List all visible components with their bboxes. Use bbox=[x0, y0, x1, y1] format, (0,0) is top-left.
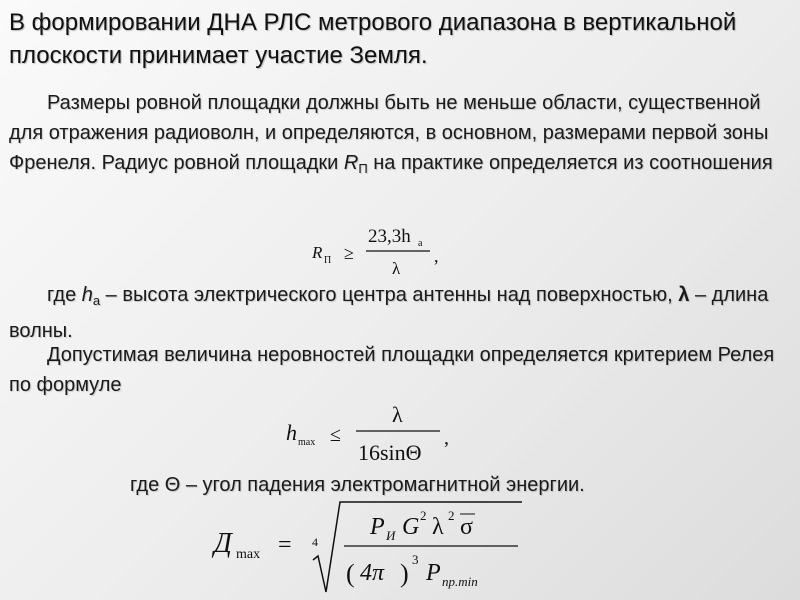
formula-range-den-p: P bbox=[426, 560, 441, 586]
paragraph-theta: где Θ – угол падения электромагнитной энергии. bbox=[130, 474, 585, 496]
formula-range-den-exp: 3 bbox=[412, 552, 419, 567]
formula-rayleigh-lhs: h bbox=[286, 420, 297, 445]
paragraph-antenna bbox=[9, 280, 789, 346]
formula-range-den-inner: 4π bbox=[360, 560, 385, 586]
formula-range-num-sigma: σ bbox=[460, 514, 473, 540]
formula-range-relation: = bbox=[278, 532, 292, 558]
formula-radius-numerator: 23,3h bbox=[368, 226, 411, 247]
formula-range-radical-index: 4 bbox=[312, 535, 318, 549]
paragraph-rayleigh: Допустимая величина неровностей площадки определяется критерием Релея по формуле bbox=[9, 344, 775, 396]
formula-range-den-open: ( bbox=[346, 559, 355, 588]
paragraph-antenna-text: – высота электрического центра антенны над поверхностью, bbox=[100, 284, 679, 306]
formula-range-lhs-sub: max bbox=[236, 547, 261, 562]
formula-rayleigh-relation: ≤ bbox=[330, 424, 341, 446]
formula-range-den-p-sub: пр.min bbox=[442, 574, 478, 589]
h-symbol: h bbox=[81, 284, 93, 306]
formula-range-num-g: G bbox=[402, 514, 420, 540]
formula-radius-tail: , bbox=[434, 246, 439, 266]
formula-range-lhs: Д bbox=[214, 528, 232, 559]
formula-range-num-g-exp: 2 bbox=[420, 508, 427, 523]
r-symbol: R bbox=[343, 152, 359, 174]
lambda-symbol: λ bbox=[678, 284, 690, 306]
r-subscript: П bbox=[358, 161, 368, 176]
formula-radius-denominator: λ bbox=[392, 259, 401, 278]
h-subscript: а bbox=[92, 293, 101, 308]
formula-range-num-p-sub: И bbox=[386, 528, 396, 543]
slide-title: В формировании ДНА РЛС метрового диапазона в вертикальной плоскости принимает участие Земля. bbox=[9, 9, 737, 69]
formula-rayleigh-denominator: 16sinΘ bbox=[358, 440, 422, 465]
paragraph-fresnel bbox=[9, 88, 789, 184]
formula-radius-lhs: R bbox=[312, 243, 323, 262]
formula-rayleigh-tail: , bbox=[444, 427, 449, 449]
formula-range-num-p: P bbox=[370, 514, 385, 540]
formula-range-num-lambda: λ bbox=[432, 514, 444, 540]
formula-radius-numerator-sub: а bbox=[418, 238, 423, 249]
formula-radius-lhs-sub: П bbox=[324, 255, 332, 266]
paragraph-antenna-text2: – длина волны. bbox=[9, 284, 769, 342]
formula-range-den-close: ) bbox=[400, 559, 409, 588]
formula-rayleigh-numerator: λ bbox=[392, 402, 403, 427]
formula-radius bbox=[308, 218, 458, 282]
formula-radius-relation: ≥ bbox=[344, 243, 354, 263]
paragraph-antenna-lead: где bbox=[47, 284, 82, 306]
paragraph-fresnel-tail: на практике определяется из соотношения bbox=[367, 152, 773, 174]
formula-range-num-lambda-exp: 2 bbox=[448, 508, 455, 523]
formula-rayleigh bbox=[282, 398, 472, 470]
paragraph-fresnel-text: Размеры ровной площадки должны быть не меньше области, существенной для отражения радиоволн, и определяются, в основном, размерами первой зоны Френеля. Радиус ровной площадки bbox=[9, 92, 769, 174]
formula-rayleigh-lhs-sub: max bbox=[298, 437, 316, 448]
formula-range bbox=[210, 496, 530, 598]
